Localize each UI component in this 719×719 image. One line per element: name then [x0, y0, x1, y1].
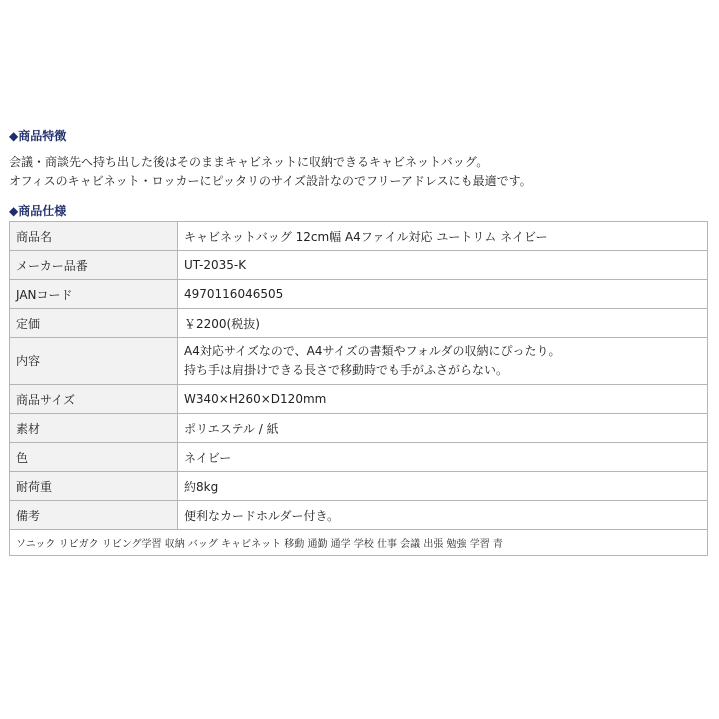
features-line-1: 会議・商談先へ持ち出した後はそのままキャビネットに収納できるキャビネットバッグ。: [9, 155, 489, 169]
spec-label: 色: [10, 443, 178, 472]
table-row: [10, 309, 708, 338]
spec-value-line: 持ち手は肩掛けできる長さで移動時でも手がふさがらない。: [184, 363, 509, 377]
spec-value: ポリエステル / 紙: [178, 414, 708, 443]
spec-label: 商品サイズ: [10, 385, 178, 414]
spec-value: UT-2035-K: [178, 251, 708, 280]
keywords-row: [10, 530, 708, 556]
table-row: [10, 443, 708, 472]
spec-value: W340×H260×D120mm: [178, 385, 708, 414]
spec-label: メーカー品番: [10, 251, 178, 280]
spec-label: 定価: [10, 309, 178, 338]
table-row: [10, 251, 708, 280]
spec-value-line: A4対応サイズなので、A4サイズの書類やフォルダの収納にぴったり。: [184, 344, 561, 358]
table-row: [10, 501, 708, 530]
features-text: [9, 153, 532, 191]
spec-value: ￥2200(税抜): [178, 309, 708, 338]
spec-value: ネイビー: [178, 443, 708, 472]
spec-table: [9, 221, 708, 556]
features-line-2: オフィスのキャビネット・ロッカーにピッタリのサイズ設計なのでフリーアドレスにも最適です。: [9, 174, 532, 188]
keywords-text: ソニック リビガク リビング学習 収納 バッグ キャビネット 移動 通勤 通学 学校 仕事 会議 出張 勉強 学習 青: [10, 530, 708, 556]
table-row: [10, 385, 708, 414]
spec-heading: ◆商品仕様: [9, 204, 67, 218]
spec-value: [178, 338, 708, 385]
spec-value: キャビネットバッグ 12cm幅 A4ファイル対応 ユートリム ネイビー: [178, 222, 708, 251]
spec-value: 便利なカードホルダー付き。: [178, 501, 708, 530]
table-row: [10, 222, 708, 251]
spec-label: 素材: [10, 414, 178, 443]
table-row: [10, 472, 708, 501]
spec-label: 備考: [10, 501, 178, 530]
spec-value: 約8kg: [178, 472, 708, 501]
spec-label: 耐荷重: [10, 472, 178, 501]
spec-value: 4970116046505: [178, 280, 708, 309]
table-row: [10, 414, 708, 443]
spec-label: JANコード: [10, 280, 178, 309]
spec-label: 内容: [10, 338, 178, 385]
spec-label: 商品名: [10, 222, 178, 251]
features-heading: ◆商品特徴: [9, 129, 67, 143]
table-row: [10, 338, 708, 385]
table-row: [10, 280, 708, 309]
